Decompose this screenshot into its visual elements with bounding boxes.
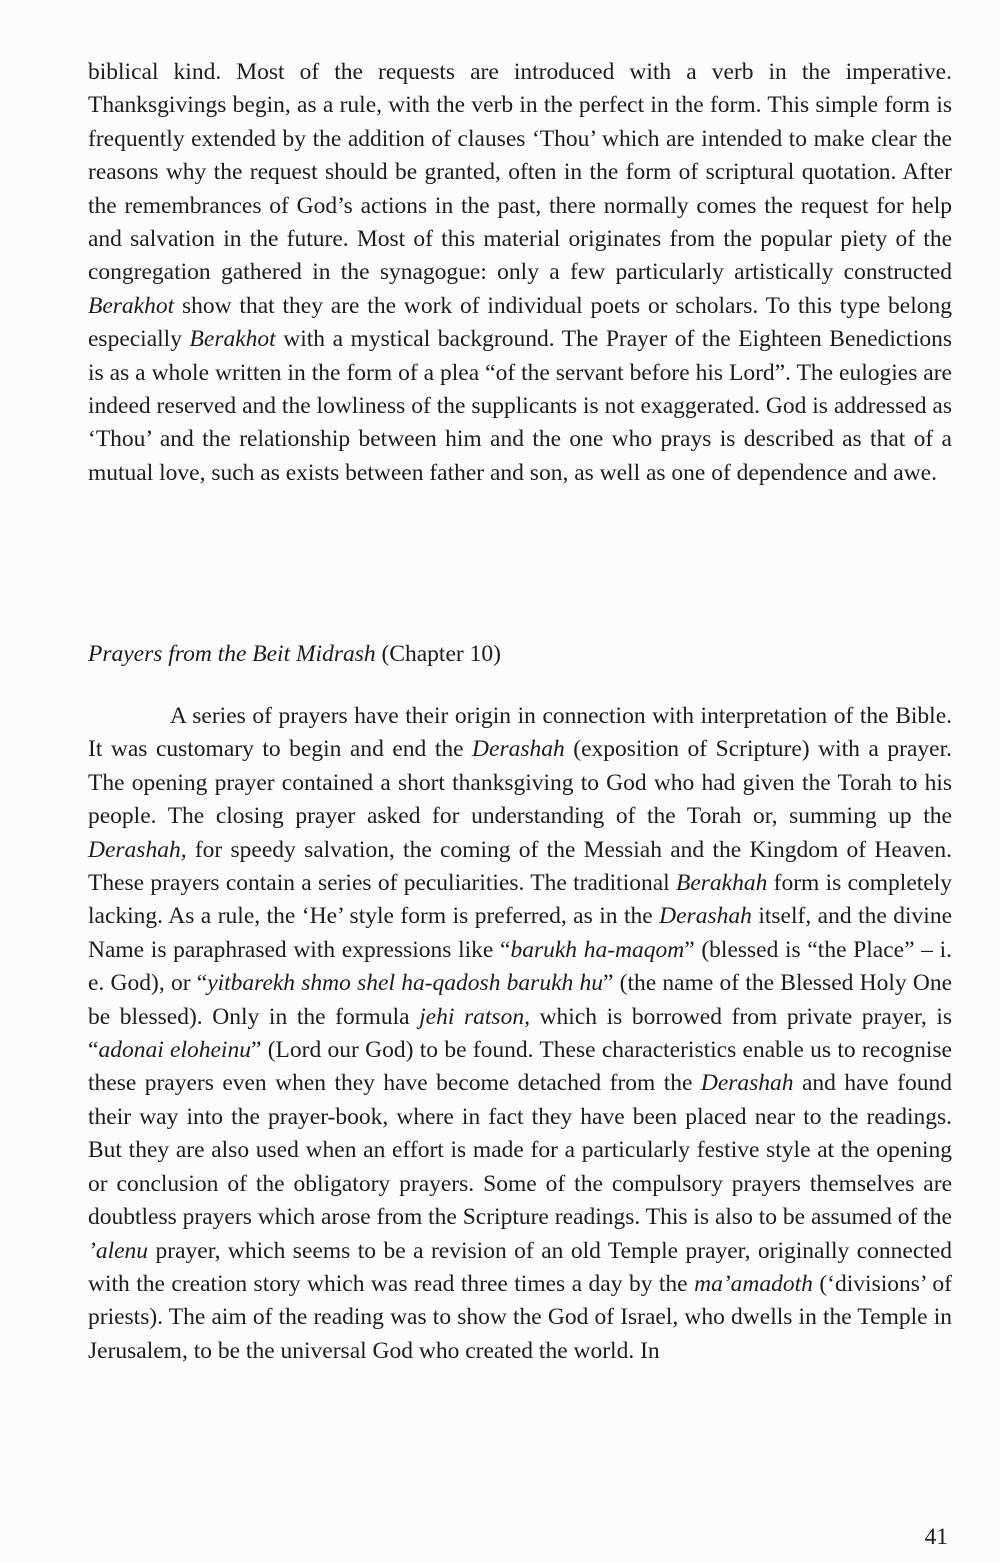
italic-run: ma’amadoth [694, 1270, 813, 1297]
text-run: A series of prayers have their origin in connection with interpretation of the Bible. It was customary to begin and end the [88, 703, 952, 763]
italic-run: Berakhah [675, 870, 768, 897]
text-run: form is completely lacking. As a rule, the ‘He’ style form is preferred, as in the [88, 870, 952, 930]
text-run: prayer, which seems to be a revision of an old Temple prayer, originally connected with the creation story which was read three times a day by the [88, 1237, 952, 1297]
text-run: ” (the name of the Blessed Holy One be blessed). Only in the formula [88, 970, 952, 1030]
italic-run: adonai eloheinu [98, 1037, 251, 1064]
italic-run: Derashah [700, 1070, 794, 1097]
text-run: ” (Lord our God) to be found. These characteristics enable us to recognise these prayers even when they have become detached from the [88, 1037, 952, 1097]
body-paragraph-1 [88, 56, 952, 490]
text-run: and have found their way into the prayer-book, where in fact they have been placed near to the readings. But they are also used when an effort is made for a particularly festive style at the opening or conclusion of the obligatory prayers. Some of the compulsory prayers themselves are doubtless prayers which arose from the Scripture readings. This is also to be assumed of the [88, 1070, 952, 1231]
italic-run: Berakhot [189, 326, 276, 353]
italic-run: Derashah, [88, 836, 187, 863]
page-number: 41 [924, 1524, 948, 1550]
text-run: (exposition of Scripture) with a prayer. The opening prayer contained a short thanksgiving to God who had given the Torah to his people. The closing prayer asked for understanding of the Torah or, summing up the [88, 736, 952, 830]
italic-run: Derashah [472, 736, 565, 763]
italic-run: ’alenu [88, 1237, 149, 1264]
section-heading [88, 638, 501, 671]
italic-run: yitbarekh shmo shel ha-qadosh barukh hu [207, 970, 603, 997]
text-run: (‘divisions’ of priests). The aim of the reading was to show the God of Israel, who dwells in the Temple in Jerusalem, to be the universal God who created the world. In [88, 1270, 953, 1364]
text-run: itself, and the divine Name is paraphrased with expressions like “ [88, 903, 952, 963]
italic-run: Derashah [659, 903, 752, 930]
text-run: which is borrowed from private prayer, is “ [88, 1003, 952, 1064]
text-run: with a mystical background. The Prayer of the Eighteen Benedictions is as a whole written in the form of a plea “of the servant before his Lord”. The eulogies are indeed reserved and the lowliness of the supplicants is not exaggerated. God is addressed as ‘Thou’ and the relationship between him and the one who prays is described as that of a mutual love, such as exists between father and son, as well as one of dependence and awe. [88, 326, 952, 486]
italic-run: jehi ratson, [419, 1003, 530, 1030]
italic-run: Prayers from the Beit Midrash [88, 641, 376, 667]
body-paragraph-2 [88, 700, 952, 1368]
text-run: for speedy salvation, the coming of the Messiah and the Kingdom of Heaven. These prayers contain a series of peculiarities. The traditional [88, 836, 952, 897]
text-run: ” (blessed is “the Place” – i. e. God), or “ [88, 936, 953, 997]
text-run: biblical kind. Most of the requests are introduced with a verb in the imperative. Thanksgivings begin, as a rule, with the verb in the perfect in the form. This simple form is frequently extended by the addition of clauses ‘Thou’ which are intended to make clear the reasons why the request should be granted, often in the form of scriptural quotation. After the remembrances of God’s actions in the past, there normally comes the request for help and salvation in the future. Most of this material originates from the popular piety of the congregation gathered in the synagogue: only a few particularly artistically constructed [88, 59, 952, 286]
italic-run: Berakhot [88, 292, 175, 319]
text-run: (Chapter 10) [375, 641, 501, 667]
italic-run: barukh ha-maqom [510, 936, 685, 963]
text-run: show that they are the work of individual poets or scholars. To this type belong especially [88, 292, 952, 353]
